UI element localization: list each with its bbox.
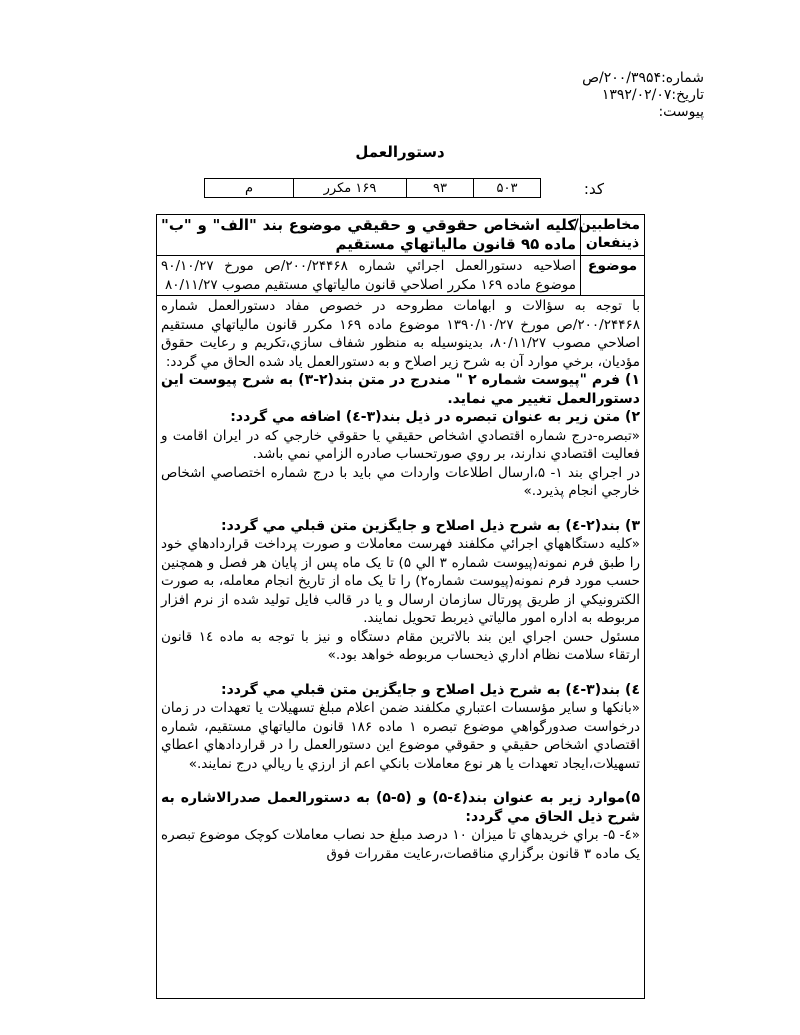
audience-row: [157, 215, 645, 256]
code-label: کد:: [583, 180, 604, 198]
item-1: ۱) فرم "پيوست شماره ۲ " مندرج در متن بند(۲-۳) به شرح پيوست اين دستورالعمل تغيير مي نمايد.: [161, 372, 640, 407]
letter-date: تاریخ:۱۳۹۲/۰۲/۰۷: [601, 87, 704, 103]
item-3-heading: ۳) بند(۲-٤) به شرح ذيل اصلاح و جايگزين متن قبلي مي گردد:: [220, 517, 640, 534]
topic-label: موضوع: [581, 256, 645, 296]
item-2-note: «تبصره-درج شماره اقتصادي اشخاص حقيقي يا حقوقي خارجي كه در ايران اقامت و فعاليت اقتصادي ندارند، بر روي صورتحساب صادره الزامي نمي باشد.: [161, 427, 640, 462]
item-5-heading: ۵)موارد زير به عنوان بند(٤-۵) و (۵-۵) به دستورالعمل صدرالاشاره به شرح ذيل الحاق مي گردد:: [161, 790, 640, 825]
topic-row: [157, 256, 645, 296]
audience-label: مخاطبين/ ذينفعان: [581, 215, 645, 256]
item-4-heading: ٤) بند(۳-٤) به شرح ذيل اصلاح و جايگزين متن قبلي مي گردد:: [220, 681, 640, 698]
item-2-note-continued: در اجراي بند ۱- ۵،ارسال اطلاعات واردات مي بايد با درج شماره اختصاصي اشخاص خارجي انجام پذيرد.»: [161, 464, 640, 499]
code-cell: ۵۰۳: [474, 179, 541, 198]
item-5-text: «٤- ۵- براي خريدهاي تا ميزان ۱۰ درصد مبلغ حد نصاب معاملات كوچک موضوع تبصره يک ماده ۳ قانون برگزاري مناقصات،رعايت مقررات فوق: [161, 827, 641, 862]
header-meta: [444, 70, 704, 121]
item-2-heading: ۲) متن زير به عنوان تبصره در ذيل بند(۳-٤) اضافه مي گردد:: [230, 409, 640, 425]
letter-number: شماره:۲۰۰/۳۹۵۴/ص: [582, 70, 704, 86]
document-title: دستورالعمل: [355, 143, 445, 161]
body-cell: [157, 296, 645, 999]
code-cell: م: [205, 179, 294, 198]
main-table: [156, 214, 645, 999]
code-cell: ۹۳: [407, 179, 474, 198]
item-4-text: «بانكها و ساير مؤسسات اعتباري مكلفند ضمن اعلام مبلغ تسهيلات يا تعهدات در زمان درخواست صدورگواهي موضوع تبصره ۱ ماده ۱۸۶ قانون مالياتهاي مستقيم، شماره اقتصادي اشخاص حقيقي و حقوقي موضوع اين دستورالعمل را در قراردادهاي اعطاي تسهيلات،ايجاد تعهدات يا هر نوع معاملات بانكي اعم از ارزي يا ريالي درج نمايند.»: [161, 700, 640, 772]
code-row: [204, 178, 604, 200]
item-3-text-continued: مسئول حسن اجراي اين بند بالاترين مقام دستگاه و نيز با توجه به ماده ۱٤ قانون ارتقاء سلامت نظام اداري ذيحساب مربوطه خواهد بود.»: [161, 628, 640, 663]
letter-attachment: پیوست:: [658, 104, 704, 120]
item-3-text: «كليه دستگاههاي اجرائي مكلفند فهرست معاملات و صورت پرداخت قراردادهاي خود را طبق فرم نمونه(پيوست شماره ۳ الي ۵) تا يک ماه پس از پايان هر فصل و همچنين حسب مورد فرم نمونه(پيوست شماره۲) را تا يک ماه از تاريخ انجام معامله، به صورت الكترونيكي از طريق پورتال سازمان ارسال و يا در قالب فايل توليد شده از نرم افزار مربوطه به اداره امور مالياتي ذيربط تحويل نمايند.: [161, 536, 640, 626]
topic-text: اصلاحيه دستورالعمل اجرائي شماره ۲۰۰/۲۴۴۶۸/ص مورخ ۹۰/۱۰/۲۷ موضوع ماده ۱۶۹ مكرر اصلاحي قانون مالياتهاي مستقيم مصوب ۸۰/۱۱/۲۷: [157, 256, 581, 296]
body-row: [157, 296, 645, 999]
audience-text: كليه اشخاص حقوقي و حقيقي موضوع بند "الف" و "ب" ماده ۹۵ قانون مالياتهاي مستقيم: [157, 215, 581, 256]
intro-paragraph: با توجه به سؤالات و ابهامات مطروحه در خصوص مفاد دستورالعمل شماره ۲۰۰/۲۴۴۶۸/ص مورخ ۱۳۹۰/۱۰/۲۷ موضوع ماده ۱۶۹ مكرر قانون مالياتهاي مستقيم اصلاحي مصوب ۸۰/۱۱/۲۷، بدينوسيله به منظور شفاف سازي،تكريم و رعايت حقوق مؤديان، برخي موارد آن به شرح زير اصلاح و به دستورالعمل ياد شده الحاق مي گردد:: [161, 298, 640, 370]
code-table: [204, 178, 541, 198]
code-cell: ۱۶۹ مکرر: [294, 179, 407, 198]
